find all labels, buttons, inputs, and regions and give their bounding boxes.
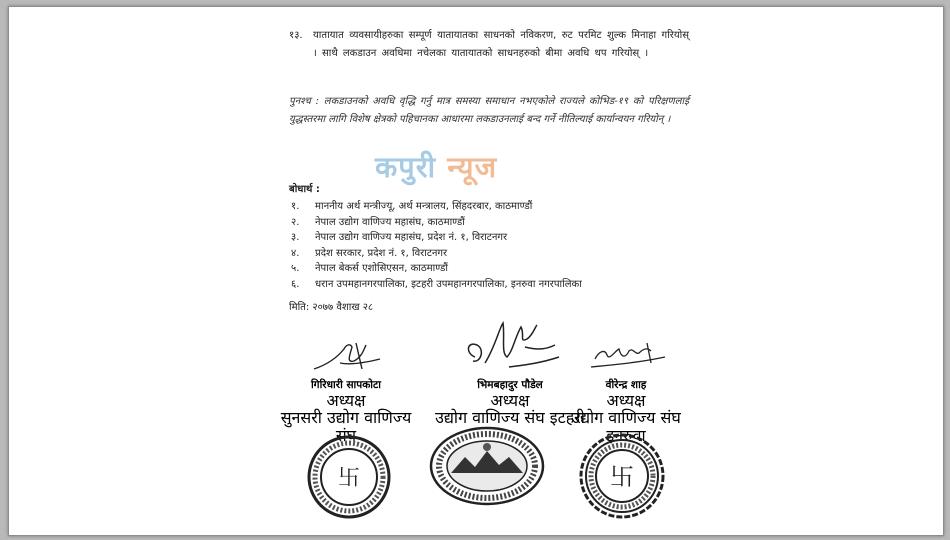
handwritten-signature-icon [581, 337, 671, 377]
signatory-2-name: भिमबहादुर पौडेल [477, 379, 543, 391]
list-item: ५. नेपाल बेकर्स एशोसिएसन, काठमाण्डौं [291, 263, 448, 274]
document-page [8, 6, 944, 536]
signatory-3 [551, 337, 701, 445]
postscript: पुनश्च : लकडाउनको अवधि वृद्धि गर्नु मात्र समस्या समाधान नभएकोले राज्यले कोभिड-१९ को परिक्षणलाई युद्धस्तरमा लागि विशेष क्षेत्रको पहिचानका आधारमा लकडाउनलाई बन्द गर्ने नीतिल्याई कार्यान्वयन गरियोन् । [289, 96, 689, 125]
document-date: मिति: २०७७ वैशाख २८ [289, 302, 374, 313]
seal-sunsari [307, 435, 391, 523]
circular-seal-icon [307, 435, 391, 519]
svg-text:卐: 卐 [337, 466, 361, 491]
list-item: ४. प्रदेश सरकार, प्रदेश नं. १, विराटनगर [291, 247, 448, 259]
watermark-logo [375, 147, 497, 186]
signatory-3-role: अध्यक्ष [606, 391, 646, 410]
signatory-1-org: सुनसरी उद्योग वाणिज्य संघ [280, 408, 412, 445]
signatory-2-role: अध्यक्ष [490, 391, 530, 410]
list-item: ६. धरान उपमहानगरपालिका, इटहरी उपमहानगरपालिका, इनरुवा नगरपालिका [291, 278, 582, 290]
item-13-text: यातायात व्यवसायीहरुका सम्पूर्ण यातायातका साधनको नविकरण, रुट परमिट शुल्क मिनाहा गरियोस् । साथै लकडाउन अवधिमा नचेलका यातायातको साधनहरुको बीमा अवधि थप गरियोस् । [313, 30, 689, 59]
list-item: २. नेपाल उद्योग वाणिज्य महासंघ, काठमाण्डौं [291, 216, 465, 228]
item-13 [289, 27, 689, 63]
list-item: १. माननीय अर्थ मन्त्रीज्यू, अर्थ मन्त्रालय, सिंहदरबार, काठमाण्डौं [291, 201, 533, 212]
handwritten-signature-icon [455, 317, 565, 377]
signatory-1-name: गिरिधारी सापकोटा [310, 379, 382, 391]
seal-itahari [429, 425, 545, 511]
svg-text:卐: 卐 [610, 463, 634, 491]
seal-inaruwa [579, 433, 665, 523]
handwritten-signature-icon [306, 335, 386, 377]
oval-seal-icon [429, 425, 545, 507]
signatory-3-name: वीरेन्द्र शाह [605, 379, 647, 391]
signatory-2-org: उद्योग वाणिज्य संघ इटहरी [435, 408, 585, 427]
list-item: ३. नेपाल उद्योग वाणिज्य महासंघ, प्रदेश नं. १, विराटनगर [291, 232, 508, 243]
signatory-3-org: उद्योग वाणिज्य संघ इनरुवा [571, 408, 681, 445]
watermark-part1: कपुरी [375, 150, 437, 184]
cc-list [291, 199, 582, 292]
signatory-1-role: अध्यक्ष [326, 391, 366, 410]
watermark-part2: न्यूज [447, 150, 498, 184]
signatory-1 [271, 335, 421, 445]
cc-heading: बोधार्थ : [289, 184, 320, 195]
circular-seal-icon [579, 433, 665, 519]
item-13-number: १३. [289, 30, 303, 41]
